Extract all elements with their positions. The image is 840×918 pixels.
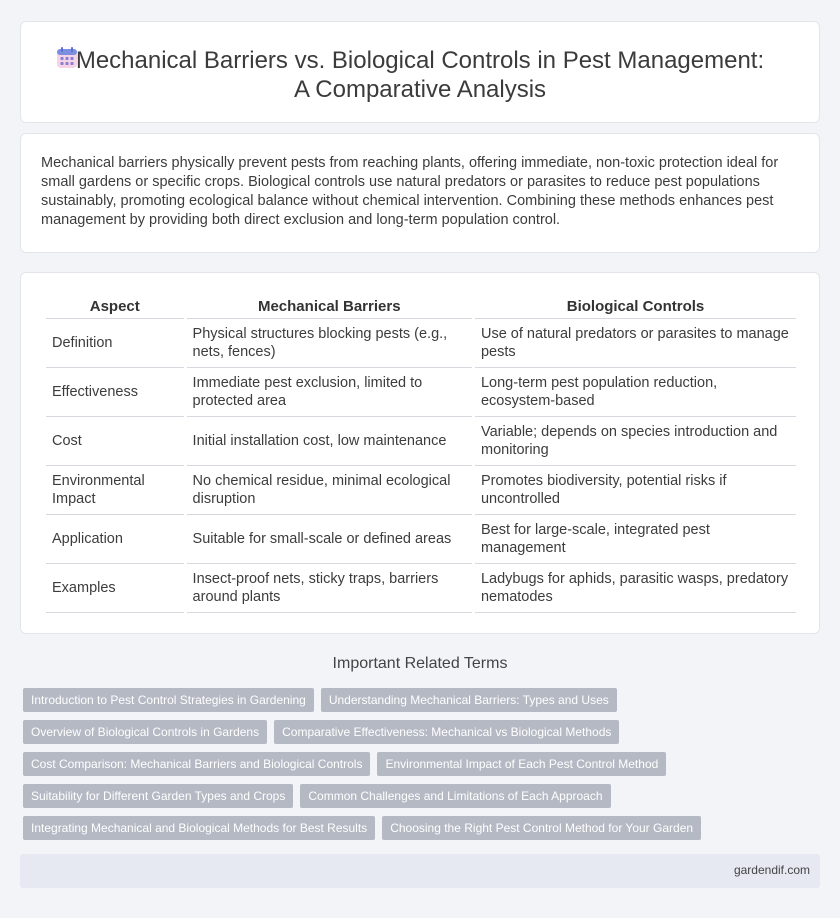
cell-mechanical: Suitable for small-scale or defined areas <box>187 515 472 564</box>
related-term-link[interactable]: Environmental Impact of Each Pest Control Method <box>377 752 666 776</box>
related-term-link[interactable]: Understanding Mechanical Barriers: Types and Uses <box>321 688 617 712</box>
cell-mechanical: Immediate pest exclusion, limited to protected area <box>187 368 472 417</box>
table-row <box>46 564 796 613</box>
related-term-link[interactable]: Cost Comparison: Mechanical Barriers and Biological Controls <box>23 752 370 776</box>
tag-row <box>23 816 823 840</box>
table-row <box>46 319 796 368</box>
page-title-line1: Mechanical Barriers vs. Biological Controls in Pest Management: <box>75 47 765 74</box>
table-header-row <box>46 295 796 319</box>
cell-mechanical: Insect-proof nets, sticky traps, barriers around plants <box>187 564 472 613</box>
related-term-link[interactable]: Comparative Effectiveness: Mechanical vs Biological Methods <box>274 720 619 744</box>
cell-biological: Use of natural predators or parasites to manage pests <box>475 319 796 368</box>
page-title <box>21 46 819 104</box>
tag-row <box>23 720 823 744</box>
related-term-link[interactable]: Introduction to Pest Control Strategies in Gardening <box>23 688 314 712</box>
table-row <box>46 417 796 466</box>
header-aspect: Aspect <box>46 295 184 319</box>
related-term-link[interactable]: Overview of Biological Controls in Gardens <box>23 720 267 744</box>
cell-biological: Ladybugs for aphids, parasitic wasps, predatory nematodes <box>475 564 796 613</box>
footer <box>20 854 820 888</box>
related-terms-heading: Important Related Terms <box>332 655 508 672</box>
cell-biological: Best for large-scale, integrated pest management <box>475 515 796 564</box>
footer-site-link[interactable]: gardendif.com <box>733 863 810 877</box>
table-row <box>46 515 796 564</box>
cell-mechanical: Physical structures blocking pests (e.g., nets, fences) <box>187 319 472 368</box>
tag-row <box>23 688 823 712</box>
comparison-table <box>43 295 799 613</box>
related-term-link[interactable]: Suitability for Different Garden Types and Crops <box>23 784 293 808</box>
related-term-link[interactable]: Common Challenges and Limitations of Each Approach <box>300 784 610 808</box>
tag-row <box>23 752 823 776</box>
tag-row <box>23 784 823 808</box>
cell-aspect: Definition <box>46 319 184 368</box>
cell-aspect: Effectiveness <box>46 368 184 417</box>
related-term-link[interactable]: Integrating Mechanical and Biological Methods for Best Results <box>23 816 375 840</box>
intro-paragraph: Mechanical barriers physically prevent pests from reaching plants, offering immediate, non-toxic protection ideal for small gardens or specific crops. Biological controls use natural predators or parasites to reduce pest populations sustainably, promoting ecological balance without chemical intervention. Combining these methods enhances pest management by providing both direct exclusion and long-term population control. <box>41 155 779 228</box>
cell-aspect: Application <box>46 515 184 564</box>
header-biological: Biological Controls <box>475 295 796 319</box>
related-term-link[interactable]: Choosing the Right Pest Control Method for Your Garden <box>382 816 701 840</box>
table-row <box>46 466 796 515</box>
intro-card <box>20 133 820 253</box>
cell-biological: Promotes biodiversity, potential risks if uncontrolled <box>475 466 796 515</box>
cell-mechanical: Initial installation cost, low maintenance <box>187 417 472 466</box>
cell-aspect: Cost <box>46 417 184 466</box>
cell-aspect: Environmental Impact <box>46 466 184 515</box>
table-row <box>46 368 796 417</box>
header-mechanical: Mechanical Barriers <box>187 295 472 319</box>
related-terms-list <box>23 688 823 848</box>
cell-mechanical: No chemical residue, minimal ecological disruption <box>187 466 472 515</box>
cell-biological: Variable; depends on species introduction and monitoring <box>475 417 796 466</box>
cell-aspect: Examples <box>46 564 184 613</box>
title-card <box>20 21 820 123</box>
page-title-line2: A Comparative Analysis <box>293 76 547 103</box>
comparison-table-card <box>20 272 820 634</box>
cell-biological: Long-term pest population reduction, ecosystem-based <box>475 368 796 417</box>
